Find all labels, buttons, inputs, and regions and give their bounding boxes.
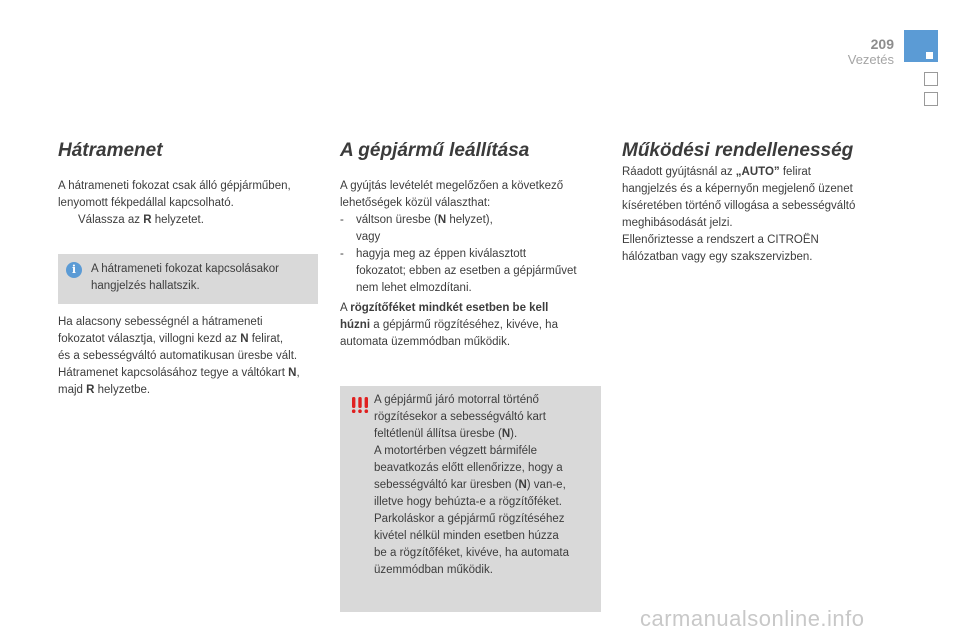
text-run: Válassza az xyxy=(78,214,144,226)
gear-letter: R xyxy=(143,214,152,226)
text-line: fokozatot; ebben az esetben a gépjárművet xyxy=(356,265,577,277)
gear-letter: N xyxy=(501,428,511,440)
text-line: és a sebességváltó automatikusan üresbe vált. xyxy=(58,350,298,362)
text-line xyxy=(622,164,892,181)
text-line xyxy=(58,331,323,348)
tab-marker xyxy=(926,52,933,59)
text-line: A hátrameneti fokozat csak álló gépjárműben, xyxy=(58,180,291,192)
text-line: Ha alacsony sebességnél a hátrameneti xyxy=(58,316,263,328)
text-line xyxy=(58,382,323,399)
heading-leallitasa: A gépjármű leállítása xyxy=(340,140,530,161)
paragraph-shutdown xyxy=(340,178,605,297)
paragraph-malfunction xyxy=(622,164,892,266)
text-line: Ellenőriztesse a rendszert a CITROËN xyxy=(622,234,819,246)
text-line xyxy=(374,477,599,494)
info-text xyxy=(91,261,316,295)
text-line xyxy=(340,300,605,317)
text-line: kíséretében történő villogása a sebességváltó xyxy=(622,200,856,212)
text-line: lehetőségek közül választhat: xyxy=(340,197,491,209)
text-line: A hátrameneti fokozat kapcsolásakor xyxy=(91,263,279,275)
dash-glyph: - xyxy=(340,248,344,260)
bullet-item xyxy=(58,212,323,229)
text-run-bold: „AUTO” xyxy=(735,166,780,178)
text-line xyxy=(340,317,605,334)
text-run: Hátramenet kapcsolásához tegye a váltókart xyxy=(58,367,289,379)
text-run: feltétlenül állítsa üresbe ( xyxy=(374,428,502,440)
text-run-bold: húzni xyxy=(340,319,371,331)
text-line: nem lehet elmozdítani. xyxy=(356,282,472,294)
text-line: rögzítésekor a sebességváltó kart xyxy=(374,411,546,423)
heading-hatramenet: Hátramenet xyxy=(58,140,163,161)
text-line: meghibásodását jelzi. xyxy=(622,217,733,229)
paragraph-low-speed xyxy=(58,314,323,399)
text-run: fokozatot választja, villogni kezd az xyxy=(58,333,241,345)
text-run: felirat xyxy=(779,166,811,178)
text-run: Ráadott gyújtásnál az xyxy=(622,166,736,178)
info-box xyxy=(58,254,318,304)
text-line xyxy=(58,365,323,382)
gear-letter: N xyxy=(288,367,297,379)
gear-letter: R xyxy=(86,384,95,396)
text-line: A gépjármű járó motorral történő xyxy=(374,394,539,406)
text-line: lenyomott fékpedállal kapcsolható. xyxy=(58,197,234,209)
paragraph-parking-brake xyxy=(340,300,605,351)
text-line: A motortérben végzett bármiféle xyxy=(374,445,537,457)
text-run: helyzetet. xyxy=(151,214,204,226)
text-run: ) van-e, xyxy=(526,479,566,491)
info-icon: i xyxy=(66,262,82,278)
warning-text xyxy=(374,392,599,579)
text-run: majd xyxy=(58,384,87,396)
text-run: helyzetbe. xyxy=(94,384,151,396)
dash-item xyxy=(340,246,605,263)
text-run: , xyxy=(296,367,300,379)
watermark: carmanualsonline.info xyxy=(640,606,865,631)
dash-item xyxy=(340,212,605,229)
text-line xyxy=(374,426,599,443)
page-number: 209 xyxy=(870,36,894,52)
dash-glyph: - xyxy=(340,214,344,226)
section-title: Vezetés xyxy=(847,52,894,67)
chapter-tab xyxy=(924,92,938,106)
text-line: Parkoláskor a gépjármű rögzítéséhez xyxy=(374,513,565,525)
gear-letter: N xyxy=(518,479,527,491)
warning-icon xyxy=(350,396,370,414)
text-run-bold: rögzítőféket mindkét esetben be kell xyxy=(350,302,549,314)
text-run: a gépjármű rögzítéséhez, kivéve, ha xyxy=(370,319,558,331)
text-line: be a rögzítőféket, kivéve, ha automata xyxy=(374,547,569,559)
chapter-tab xyxy=(924,72,938,86)
text-run: helyzet), xyxy=(446,214,493,226)
text-line: kivétel nélkül minden esetben húzza xyxy=(374,530,559,542)
text-run: A xyxy=(340,302,351,314)
text-line: beavatkozás előtt ellenőrizze, hogy a xyxy=(374,462,563,474)
heading-rendellenesseg: Működési rendellenesség xyxy=(622,140,854,161)
gear-letter: N xyxy=(240,333,249,345)
paragraph-intro xyxy=(58,178,323,229)
text-run: sebességváltó kar üresben ( xyxy=(374,479,519,491)
warning-box xyxy=(340,386,601,612)
text-line: vagy xyxy=(356,231,381,243)
text-run: ). xyxy=(510,428,518,440)
text-line: hangjelzés hallatszik. xyxy=(91,280,200,292)
text-line: hálózatban vagy egy szakszervizben. xyxy=(622,251,813,263)
text-line: hangjelzés és a képernyőn megjelenő üzenet xyxy=(622,183,853,195)
text-line: üzemmódban működik. xyxy=(374,564,493,576)
text-line: illetve hogy behúzta-e a rögzítőféket. xyxy=(374,496,562,508)
text-run: felirat, xyxy=(248,333,284,345)
chapter-tab-active xyxy=(904,30,938,62)
text-run: hagyja meg az éppen kiválasztott xyxy=(356,248,527,260)
text-line: A gyújtás levételét megelőzően a következő xyxy=(340,180,564,192)
text-line: automata üzemmódban működik. xyxy=(340,336,511,348)
text-run: váltson üresbe ( xyxy=(356,214,438,226)
gear-letter: N xyxy=(437,214,447,226)
